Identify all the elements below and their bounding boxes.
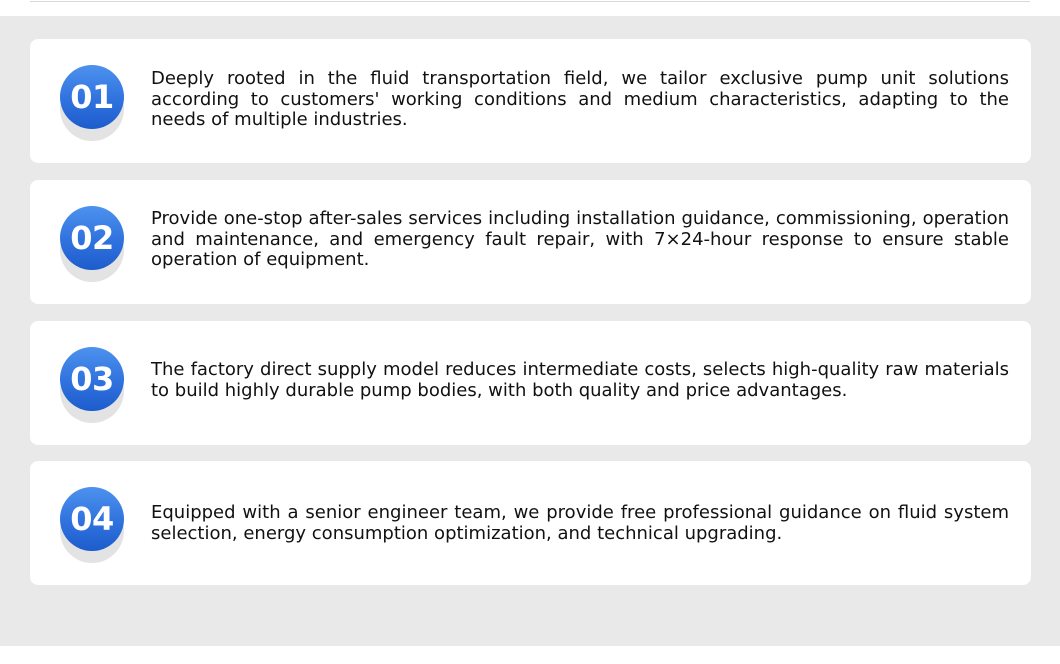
bottom-strip	[0, 646, 1060, 664]
advantage-text-2: Provide one-stop after-sales services including installation guidance, commissioning, operation and maintenance, and emergency fault repair, with 7×24-hour response to ensure stable operation of equipment.	[151, 208, 1009, 270]
advantage-card-4	[30, 461, 1031, 585]
number-badge-1	[60, 65, 124, 141]
number-badge-2	[60, 206, 124, 282]
number-badge-4	[60, 487, 124, 563]
number-badge-3	[60, 347, 124, 423]
advantage-card-2	[30, 180, 1031, 304]
advantage-card-1	[30, 39, 1031, 163]
top-divider	[30, 1, 1030, 2]
top-strip	[0, 0, 1060, 16]
advantage-card-3	[30, 321, 1031, 445]
badge-number: 01	[60, 65, 124, 129]
advantage-text-4: Equipped with a senior engineer team, we provide free professional guidance on fluid system selection, energy consumption optimization, and technical upgrading.	[151, 502, 1009, 544]
badge-number: 04	[60, 487, 124, 551]
badge-number: 02	[60, 206, 124, 270]
badge-number: 03	[60, 347, 124, 411]
advantage-text-3: The factory direct supply model reduces intermediate costs, selects high-quality raw materials to build highly durable pump bodies, with both quality and price advantages.	[151, 359, 1009, 401]
advantage-text-1: Deeply rooted in the fluid transportation field, we tailor exclusive pump unit solutions according to customers' working conditions and medium characteristics, adapting to the needs of multiple industries.	[151, 68, 1009, 130]
